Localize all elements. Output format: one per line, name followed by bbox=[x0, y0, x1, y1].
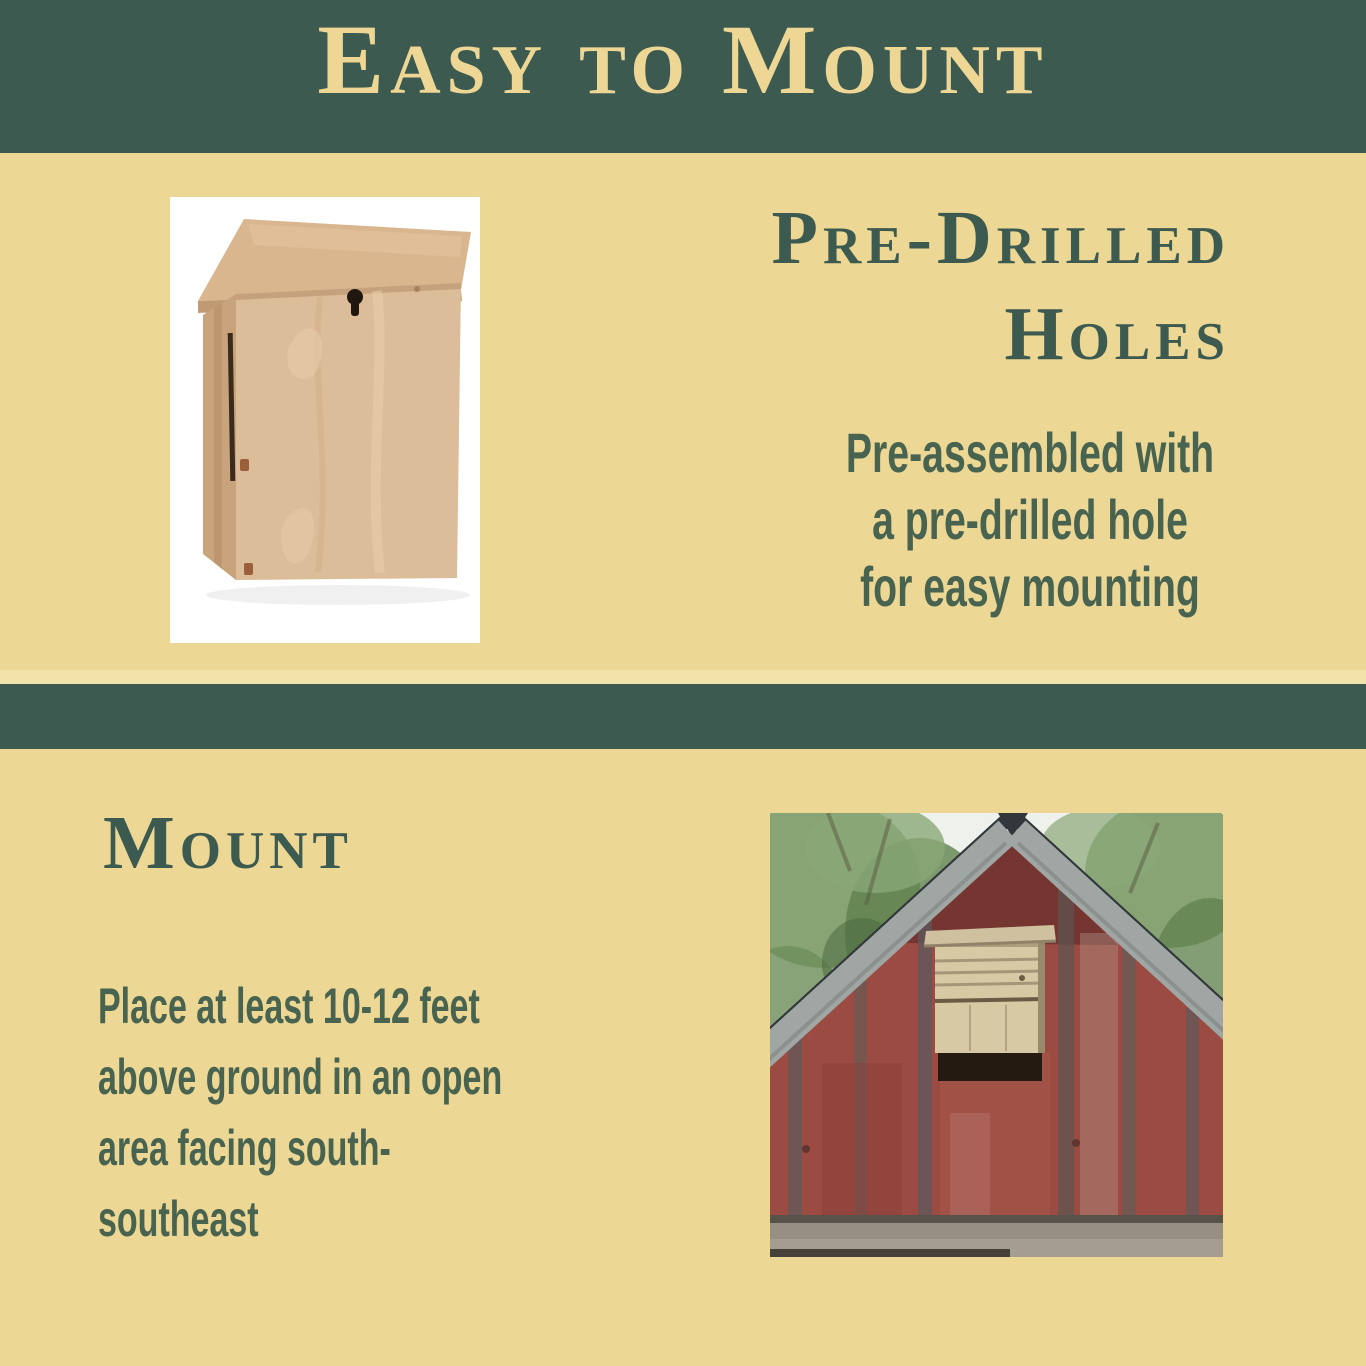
header-band bbox=[0, 0, 1366, 153]
section-divider bbox=[0, 684, 1366, 749]
divider-highlight bbox=[0, 670, 1366, 684]
bat-house-back-photo bbox=[170, 197, 480, 643]
mount-heading: Mount bbox=[103, 801, 353, 885]
pre-drilled-description bbox=[760, 419, 1300, 620]
mount-description bbox=[98, 971, 738, 1255]
product-photo-card bbox=[170, 197, 480, 643]
heading-line-1: Pre-Drilled bbox=[771, 196, 1230, 280]
pre-drilled-heading bbox=[772, 190, 1230, 382]
text-line: above ground in an open bbox=[98, 1049, 503, 1105]
page-title: Easy to Mount bbox=[317, 3, 1049, 115]
mounted-photo-card bbox=[770, 813, 1223, 1257]
text-line: area facing south-southeast bbox=[98, 1120, 391, 1247]
heading-line-2: Holes bbox=[1004, 292, 1230, 376]
barn-gable-photo bbox=[770, 813, 1223, 1257]
mounted-bat-house bbox=[924, 925, 1056, 1081]
text-line: for easy mounting bbox=[860, 555, 1200, 618]
text-line: Pre-assembled with bbox=[845, 421, 1215, 484]
text-line: a pre-drilled hole bbox=[872, 488, 1188, 551]
text-line: Place at least 10-12 feet bbox=[98, 978, 480, 1034]
